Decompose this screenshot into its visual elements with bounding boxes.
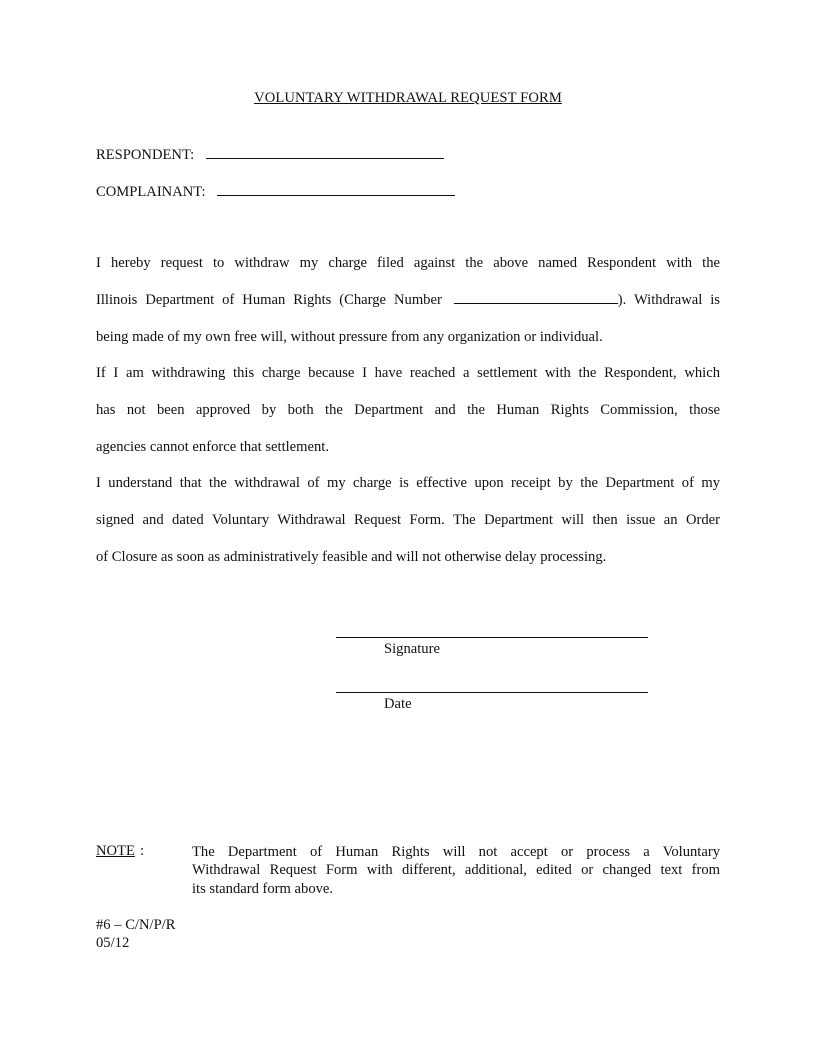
withdrawal-paragraph xyxy=(96,245,720,355)
note-line: The Department of Human Rights will not accept or process a Voluntary xyxy=(192,844,720,860)
complainant-input-line[interactable] xyxy=(217,181,455,196)
paragraph-line: agencies cannot enforce that settlement. xyxy=(96,438,329,455)
note-label: NOTE xyxy=(96,843,135,859)
paragraph-line-charge xyxy=(96,282,720,319)
respondent-input-line[interactable] xyxy=(206,144,444,159)
respondent-label: RESPONDENT: xyxy=(96,147,195,163)
withdrawal-text: ). Withdrawal is xyxy=(617,291,720,308)
effective-paragraph xyxy=(96,465,720,575)
note-line: its standard form above. xyxy=(192,880,334,897)
revision-date: 05/12 xyxy=(96,935,130,951)
complainant-label: COMPLAINANT: xyxy=(96,184,206,200)
paragraph-line: has not been approved by both the Department and the Human Rights Commission, those xyxy=(96,401,720,418)
signature-line[interactable] xyxy=(336,637,648,638)
settlement-paragraph xyxy=(96,355,720,465)
respondent-field xyxy=(96,144,444,164)
note-text xyxy=(192,843,720,898)
form-number: #6 – C/N/P/R xyxy=(96,917,176,933)
complainant-field xyxy=(96,181,455,201)
paragraph-line: I hereby request to withdraw my charge filed against the above named Respondent with the xyxy=(96,255,720,271)
charge-number-input-line[interactable] xyxy=(454,289,618,304)
paragraph-line: of Closure as soon as administratively feasible and will not otherwise delay processing. xyxy=(96,548,607,565)
note-line: Withdrawal Request Form with different, additional, edited or changed text from xyxy=(192,862,720,879)
paragraph-line: being made of my own free will, without pressure from any organization or individual. xyxy=(96,328,603,345)
signature-label: Signature xyxy=(384,641,440,657)
paragraph-line: If I am withdrawing this charge because I have reached a settlement with the Respondent, which xyxy=(96,365,720,381)
date-line[interactable] xyxy=(336,692,648,693)
date-label: Date xyxy=(384,696,412,712)
note-colon: : xyxy=(140,843,145,859)
paragraph-line: signed and dated Voluntary Withdrawal Request Form. The Department will then issue an Order xyxy=(96,511,720,528)
charge-number-text: Illinois Department of Human Rights (Charge Number xyxy=(96,291,442,308)
form-title: VOLUNTARY WITHDRAWAL REQUEST FORM xyxy=(254,90,562,106)
paragraph-line: I understand that the withdrawal of my charge is effective upon receipt by the Department of my xyxy=(96,475,720,491)
